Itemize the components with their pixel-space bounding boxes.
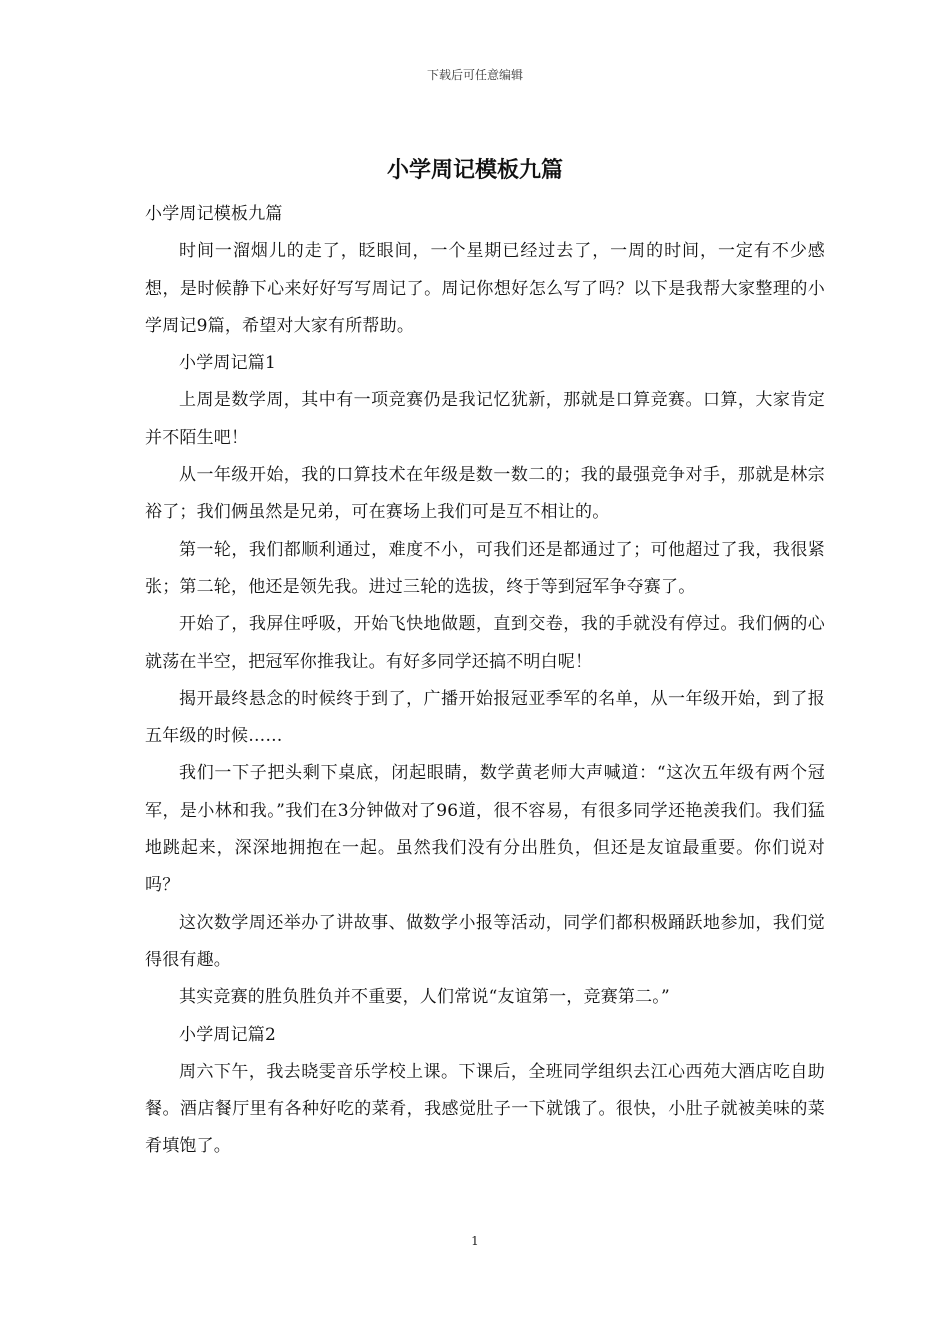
paragraph: 其实竞赛的胜负胜负并不重要，人们常说“友谊第一，竞赛第二。”: [179, 987, 670, 1008]
paragraph: 揭开最终悬念的时候终于到了，广播开始报冠亚季军的名单，从一年级开始，到了报五年级的时候……: [145, 688, 825, 747]
document-subtitle: 小学周记模板九篇: [145, 204, 283, 224]
section-heading-2: 小学周记篇2: [179, 1024, 277, 1045]
paragraph: 上周是数学周，其中有一项竞赛仍是我记忆犹新，那就是口算竞赛。口算，大家肯定并不陌生吧！: [145, 390, 825, 448]
paragraph: 开始了，我屏住呼吸，开始飞快地做题，直到交卷，我的手就没有停过。我们俩的心就荡在半空，把冠军你推我让。有好多同学还搞不明白呢！: [145, 614, 825, 672]
section-heading-1: 小学周记篇1: [179, 353, 277, 374]
paragraph-intro: 时间一溜烟儿的走了，眨眼间，一个星期已经过去了，一周的时间，一定有不少感想，是时候静下心来好好写写周记了。周记你想好怎么写了吗？以下是我帮大家整理的小学周记9篇，希望对大家有所帮助。: [145, 241, 825, 336]
page-number: 1: [471, 1234, 479, 1248]
paragraph: 第一轮，我们都顺利通过，难度不小，可我们还是都通过了；可他超过了我，我很紧张；第二轮，他还是领先我。进过三轮的选拔，终于等到冠军争夺赛了。: [145, 539, 825, 597]
paragraph: 这次数学周还举办了讲故事、做数学小报等活动，同学们都积极踊跃地参加，我们觉得很有趣。: [145, 912, 825, 970]
document-body: [145, 196, 825, 1166]
paragraph: 我们一下子把头剩下桌底，闭起眼睛，数学黄老师大声喊道：“这次五年级有两个冠军，是小林和我。”我们在3分钟做对了96道，很不容易，有很多同学还艳羡我们。我们猛地跳起来，深深地拥抱在一起。虽然我们没有分出胜负，但还是友谊最重要。你们说对吗？: [145, 763, 825, 896]
paragraph: 从一年级开始，我的口算技术在年级是数一数二的；我的最强竞争对手，那就是林宗裕了；我们俩虽然是兄弟，可在赛场上我们可是互不相让的。: [145, 465, 825, 523]
header-note: 下载后可任意编辑: [426, 68, 523, 82]
document-title: 小学周记模板九篇: [386, 157, 563, 183]
paragraph: 周六下午，我去晓雯音乐学校上课。下课后，全班同学组织去江心西苑大酒店吃自助餐。酒店餐厅里有各种好吃的菜肴，我感觉肚子一下就饿了。很快，小肚子就被美味的菜肴填饱了。: [145, 1061, 825, 1157]
